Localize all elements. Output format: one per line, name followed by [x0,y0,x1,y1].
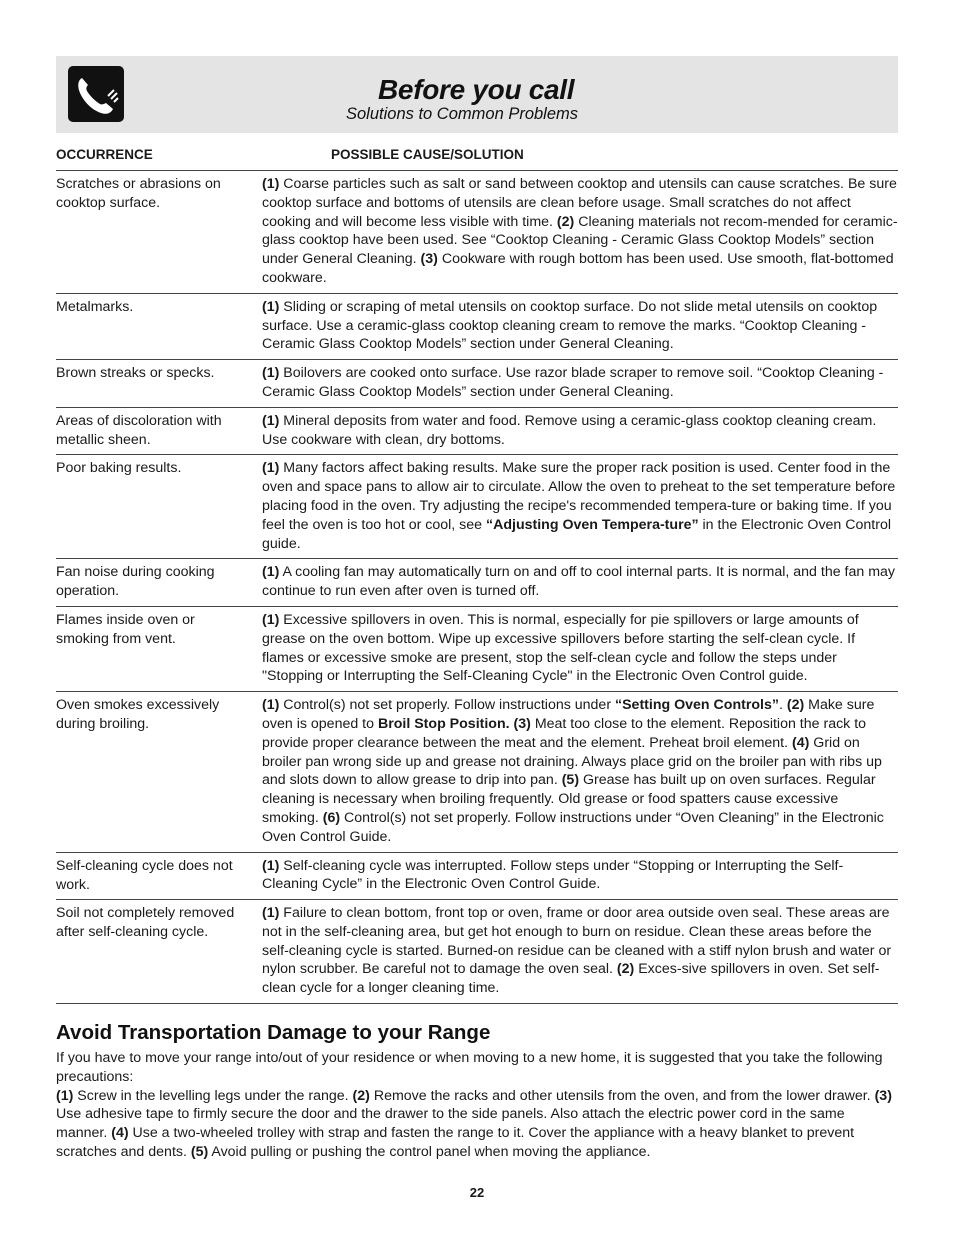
solution-cell [262,559,898,606]
table-row [56,294,898,360]
solution-cell [262,360,898,407]
bold-ref: (2) [556,213,575,230]
text-run: Mineral deposits from water and food. Remove using a ceramic-glass cooktop cleaning cream. Use cookware with clean, dry bottoms. [262,412,877,448]
transport-section-title: Avoid Transportation Damage to your Range [56,1021,491,1044]
text-run: Remove the racks and other utensils from the oven, and from the lower drawer. [369,1087,875,1104]
table-row [56,559,898,607]
bold-ref: (3) [513,715,531,732]
bold-ref: (1) [262,460,280,477]
bold-ref: (2) [616,961,635,978]
text-run: Screw in the levelling legs under the range. [73,1087,353,1104]
text-run: Meat too close to the element. Reposition the rack to provide proper clearance between the meat and the element. Preheat broil element. [262,715,867,751]
bold-ref: (5) [561,772,580,789]
table-row [56,692,898,852]
table-row [56,455,898,559]
bold-ref: (1) [262,905,280,922]
page-title: Before you call [378,74,575,105]
bold-ref: (1) [262,176,280,192]
text-run: Control(s) not set properly. Follow instructions under “Oven Cleaning” in the Electronic Oven Control Guide. [262,809,884,845]
bold-ref: (1) [262,611,280,628]
text-run: . [778,697,787,714]
table-row [56,900,898,1004]
solution-cell [262,692,898,851]
table-row [56,171,898,294]
occurrence-column-header: OCCURRENCE [56,147,153,162]
text-run: Grease has built up on oven surfaces. Regular cleaning is necessary when broiling frequently. Old grease or food spatters cause excessive smoking. [262,772,876,826]
bold-ref: (1) [262,412,280,429]
bold-ref: (1) [262,365,280,382]
solution-cell [262,455,898,558]
solution-cell [262,900,898,1003]
page-number: 22 [469,1185,485,1200]
text-run: Self-cleaning cycle was interrupted. Follow steps under “Stopping or Interrupting the Self-Cleaning Cycle” in the Electronic Oven Control Guide. [262,857,844,893]
occurrence-cell: Poor baking results. [56,460,182,477]
bold-ref: (1) [262,564,280,581]
solution-cell [262,408,898,455]
bold-ref: Broil Stop Position. [377,715,510,732]
bold-ref: (1) [262,298,280,315]
bold-ref: (2) [786,697,805,714]
bold-ref: “Setting Oven Controls” [615,697,779,714]
bold-ref: (5) [190,1143,209,1160]
occurrence-cell: Soil not completely removed after self-cleaning cycle. [56,905,235,941]
table-row [56,408,898,456]
transport-steps [56,1087,898,1162]
solution-column-header: POSSIBLE CAUSE/SOLUTION [331,147,524,162]
occurrence-cell: Self-cleaning cycle does not work. [56,857,233,893]
page-header [56,56,898,133]
occurrence-cell: Fan noise during cooking operation. [56,564,215,600]
text-run: Grid on broiler pan wrong side up and grease not draining. Always place grid on the broiler pan with ribs up and slots down to allow grease to drip into pan. [262,734,882,789]
occurrence-cell: Oven smokes excessively during broiling. [56,697,220,733]
bold-ref: (3) [420,251,438,268]
text-run: A cooling fan may automatically turn on and off to cool internal parts. It is normal, and the fan may continue to run even after oven is turned off. [262,564,896,600]
solution-cell [262,607,898,691]
occurrence-cell: Scratches or abrasions on cooktop surface. [56,176,221,211]
occurrence-cell: Flames inside oven or smoking from vent. [56,611,195,647]
text-run: Excessive spillovers in oven. This is normal, especially for pie spillovers or large amounts of grease on the oven bottom. Wipe up excessive spillovers before starting the self-clean cycle. If flames or excessive smoke are present, stop the self-clean cycle and follow the steps under "Stopping or Interrupting the Self-Cleaning Cycle" in the Electronic Oven Control guide. [262,611,859,685]
text-run: Cookware with rough bottom has been used. Use smooth, flat-bottomed cookware. [262,251,894,286]
bold-ref: “Adjusting Oven Tempera-ture” [486,516,699,533]
solution-cell [262,853,898,900]
table-row [56,360,898,408]
occurrence-cell: Metalmarks. [56,298,134,315]
table-row [56,607,898,692]
bold-ref: (2) [352,1087,370,1104]
bold-ref: (1) [262,857,280,874]
phone-icon [68,66,124,122]
text-run: Use a two-wheeled trolley with strap and fasten the range to it. Cover the appliance with a heavy blanket to prevent scratches and dents. [56,1125,855,1160]
text-run: Use adhesive tape to firmly secure the door and the drawer to the side panels. Also attach the electric power cord in the same manner. [56,1106,845,1142]
occurrence-cell: Areas of discoloration with metallic sheen. [56,412,222,448]
text-run: Exces-sive spillovers in oven. Set self-clean cycle for a longer cleaning time. [262,961,880,997]
text-run: Coarse particles such as salt or sand between cooktop and utensils can cause scratches. Be sure cooktop surface and bottoms of utensils are clean before usage. Small scratches do not affect cooking and will become less visible with time. [262,176,897,230]
transport-section-body [56,1049,898,1162]
text-run: Boilovers are cooked onto surface. Use razor blade scraper to remove soil. “Cooktop Cleaning - Ceramic Glass Cooktop Models” section under General Cleaning. [262,365,884,400]
bold-ref: (6) [322,809,341,826]
bold-ref: (4) [111,1125,129,1142]
bold-ref: (4) [792,734,810,751]
solution-cell [262,171,898,293]
text-run: Cleaning materials not recom-mended for ceramic-glass cooktop have been used. See “Cooktop Cleaning - Ceramic Glass Cooktop Models” section under General Cleaning. [262,213,898,268]
bold-ref: (3) [874,1087,892,1104]
occurrence-cell: Brown streaks or specks. [56,365,215,382]
text-run: Failure to clean bottom, front top or oven, frame or door area outside oven seal. These areas are not in the self-cleaning area, but get hot enough to burn on residue. Clean these areas before the self-cleaning cycle is started. Burned-on residue can be cleaned with a stiff nylon brush and water or nylon scrubber. Be careful not to damage the oven seal. [262,905,892,978]
text-run: Many factors affect baking results. Make sure the proper rack position is used. Center food in the oven and space pans to allow air to circulate. Allow the oven to preheat to the set temperature before placing food in the oven. Try adjusting the recipe's recommended tempera-ture or baking time. If you feel the oven is too hot or cool, see [262,460,896,533]
solution-cell [262,294,898,359]
transport-intro: If you have to move your range into/out of your residence or when moving to a new home, it is suggested that you take the following precautions: [56,1050,883,1085]
text-run: Control(s) not set properly. Follow instructions under [279,697,615,714]
text-run: Avoid pulling or pushing the control panel when moving the appliance. [208,1143,651,1160]
text-run: Sliding or scraping of metal utensils on cooktop surface. Do not slide metal utensils on cooktop surface. Use a ceramic-glass cooktop cleaning cream to remove the marks. “Cooktop Cleaning - Ceramic Glass Cooktop Models” section under General Cleaning. [262,298,878,353]
bold-ref: (1) [56,1087,74,1104]
text-run: in the Electronic Oven Control guide. [262,516,891,552]
page-subtitle: Solutions to Common Problems [346,105,579,123]
troubleshooting-table [56,171,898,1004]
bold-ref: (1) [262,697,280,714]
text-run: Make sure oven is opened to [262,697,875,732]
table-row [56,853,898,901]
